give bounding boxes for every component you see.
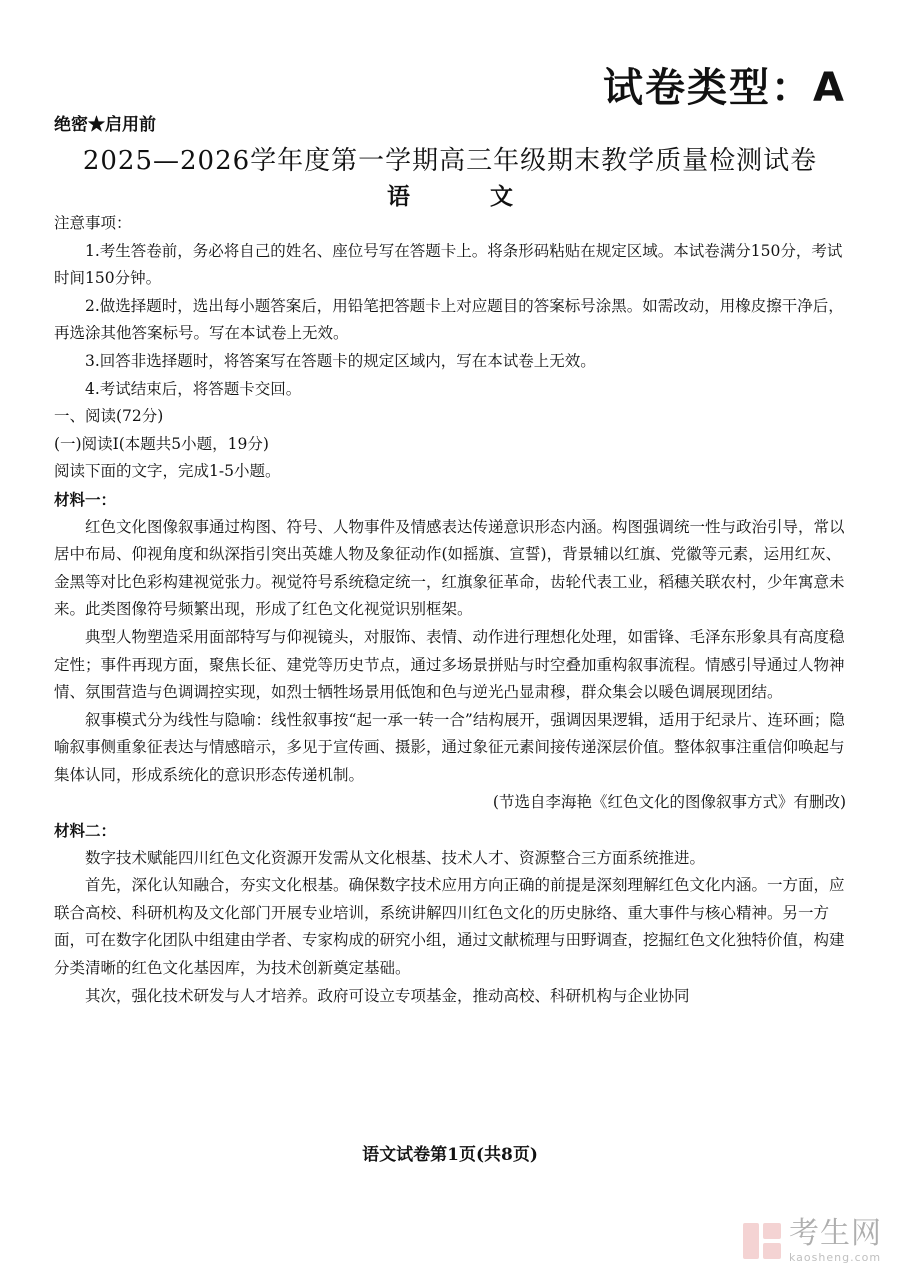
notice-item: 3.回答非选择题时，将答案写在答题卡的规定区域内，写在本试卷上无效。 <box>85 351 596 370</box>
notice-item: 1.考生答卷前，务必将自己的姓名、座位号写在答题卡上。将条形码粘贴在规定区域。本试卷满分150分，考试时间150分钟。 <box>54 241 843 288</box>
notice-heading: 注意事项： <box>54 214 132 232</box>
material-one-paragraph: 典型人物塑造采用面部特写与仰视镜头，对服饰、表情、动作进行理想化处理，如雷锋、毛泽东形象具有高度稳定性；事件再现方面，聚焦长征、建党等历史节点，通过多场景拼贴与时空叠加重构叙事流程。情感引导通过人物神情、氛围营造与色调调控实现，如烈士牺牲场景用低饱和色与逆光凸显肃穆，群众集会以暖色调展现团结。 <box>54 627 845 702</box>
material-two-paragraph: 其次，强化技术研发与人才培养。政府可设立专项基金，推动高校、科研机构与企业协同 <box>85 986 690 1005</box>
exam-title: 2025—2026学年度第一学期高三年级期末教学质量检测试卷 <box>82 146 818 176</box>
watermark-domain: kaosheng.com <box>789 1251 882 1264</box>
material-two-paragraph: 首先，深化认知融合，夯实文化根基。确保数字技术应用方向正确的前提是深刻理解红色文化内涵。一方面，应联合高校、科研机构及文化部门开展专业培训，系统讲解四川红色文化的历史脉络、重大事件与核心精神。另一方面，可在数字化团队中组建由学者、专家构成的研究小组，通过文献梳理与田野调查，挖掘红色文化独特价值，构建分类清晰的红色文化基因库，为技术创新奠定基础。 <box>54 876 845 978</box>
notice-item: 4.考试结束后，将答题卡交回。 <box>85 379 302 398</box>
watermark-logo-icon <box>741 1219 783 1263</box>
exam-body <box>54 210 846 1010</box>
notice-item: 2.做选择题时，选出每小题答案后，用铅笔把答题卡上对应题目的答案标号涂黑。如需改动，用橡皮擦干净后，再选涂其他答案标号。写在本试卷上无效。 <box>54 296 844 343</box>
material-two-heading: 材料二： <box>54 821 117 841</box>
page-footer: 语文试卷第1页(共8页) <box>362 1145 538 1165</box>
confidential-mark: 绝密★启用前 <box>54 115 156 135</box>
watermark-name: 考生网 <box>789 1216 882 1251</box>
material-one-heading: 材料一： <box>54 489 117 509</box>
subsection-heading: (一)阅读Ⅰ(本题共5小题，19分) <box>54 434 269 453</box>
section-heading: 一、阅读(72分) <box>54 407 164 426</box>
exam-type-label: 试卷类型：A <box>603 65 846 111</box>
watermark <box>741 1216 882 1264</box>
material-two-paragraph: 数字技术赋能四川红色文化资源开发需从文化根基、技术人才、资源整合三方面系统推进。 <box>85 848 706 867</box>
subject-title: 语文 <box>387 183 593 210</box>
material-one-paragraph: 红色文化图像叙事通过构图、符号、人物事件及情感表达传递意识形态内涵。构图强调统一性与政治引导，常以居中布局、仰视角度和纵深指引突出英雄人物及象征动作(如摇旗、宣誓)，背景辅以红旗、党徽等元素，运用红灰、金黑等对比色彩构建视觉张力。视觉符号系统稳定统一，红旗象征革命，齿轮代表工业，稻穗关联农村，少年寓意未来。此类图像符号频繁出现，形成了红色文化视觉识别框架。 <box>54 517 845 619</box>
material-one-source: (节选自李海艳《红色文化的图像叙事方式》有删改) <box>492 793 846 812</box>
material-one-paragraph: 叙事模式分为线性与隐喻：线性叙事按“起一承一转一合”结构展开，强调因果逻辑，适用于纪录片、连环画；隐喻叙事侧重象征表达与情感暗示，多见于宣传画、摄影，通过象征元素间接传递深层价值。整体叙事注重信仰唤起与集体认同，形成系统化的意识形态传递机制。 <box>54 710 845 784</box>
reading-instruction: 阅读下面的文字，完成1-5小题。 <box>54 462 281 481</box>
